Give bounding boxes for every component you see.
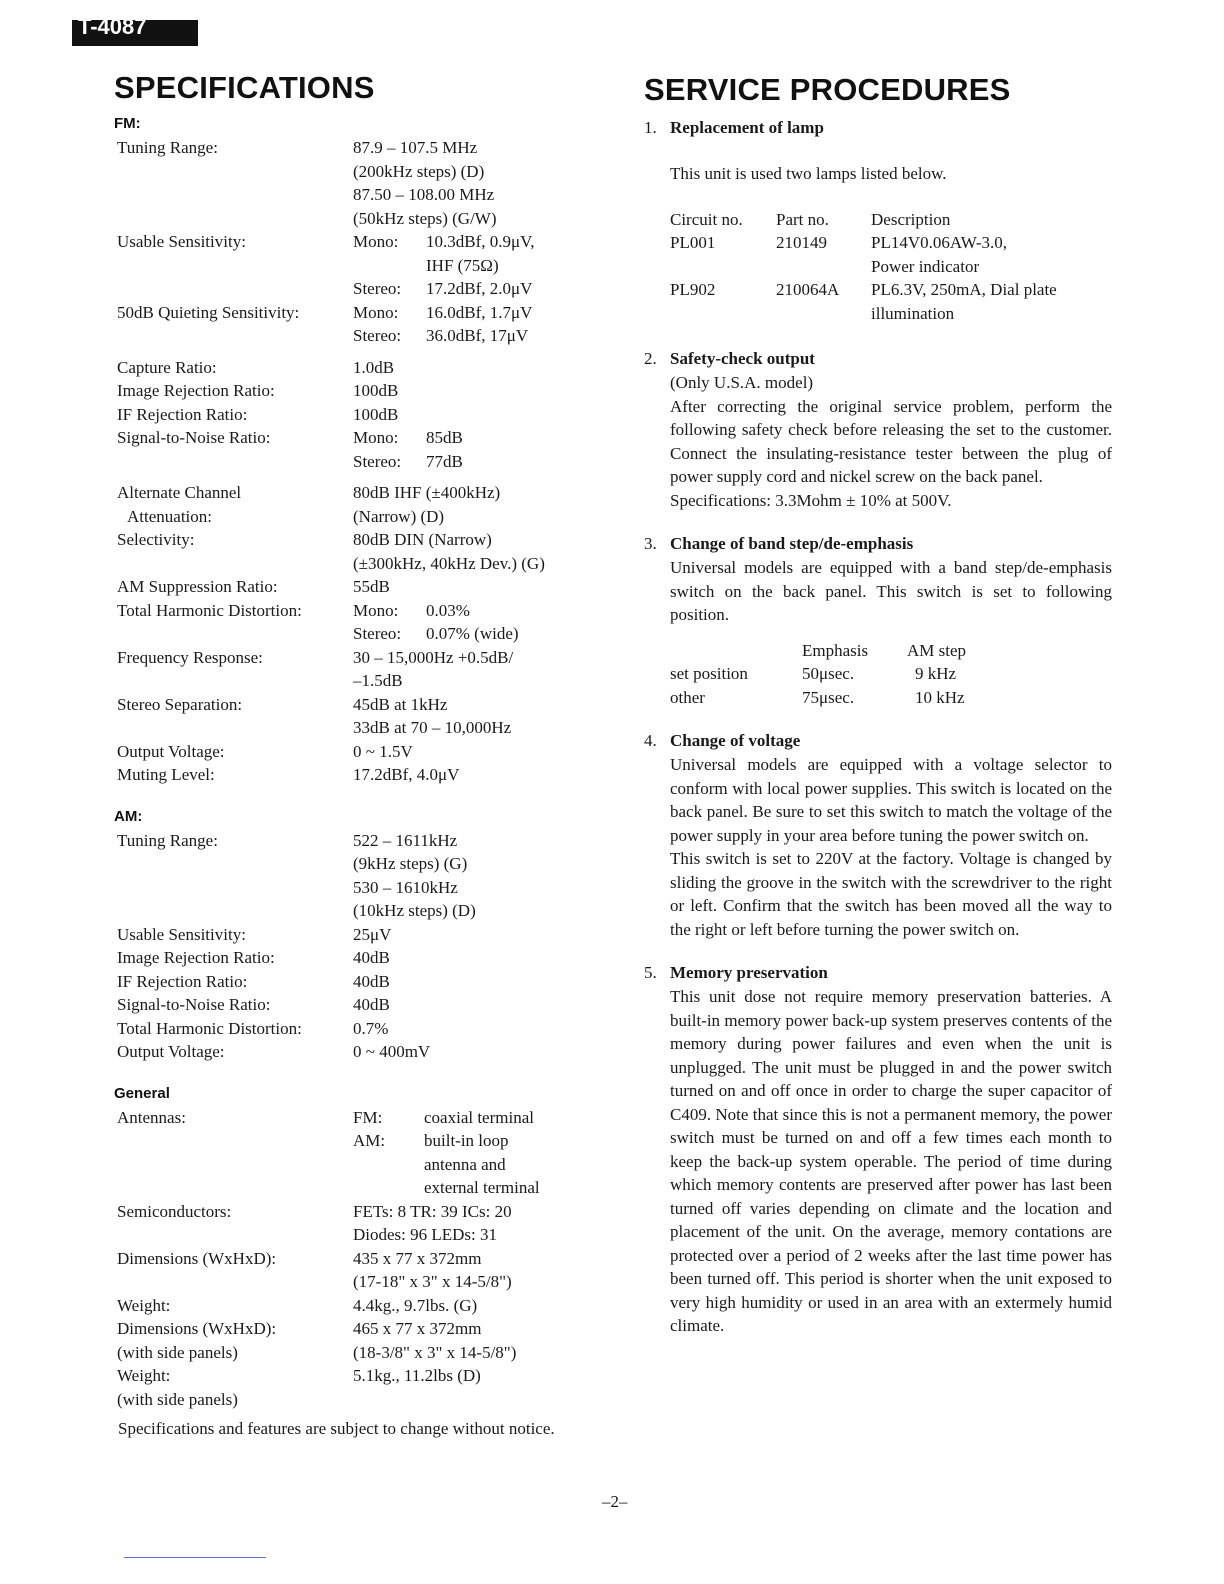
spec-value: 4.4kg., 9.7lbs. (G) [353, 1295, 478, 1315]
table-cell: 50μsec. [802, 664, 855, 683]
spec-sub-value: IHF (75Ω) [426, 255, 499, 275]
spec-label-cell [114, 1200, 353, 1247]
model-number: T-4087 [78, 20, 147, 39]
spec-label-cell [114, 646, 353, 693]
spec-label-cell [114, 136, 353, 230]
spec-value-cell [353, 993, 476, 1017]
lamp-table-header: Description [871, 209, 951, 229]
table-row [670, 662, 966, 686]
spec-value: 465 x 77 x 372mm [353, 1319, 482, 1338]
band-table-header [670, 639, 802, 663]
table-cell: PL14V0.06AW-3.0, [871, 233, 1008, 252]
spec-value-cell [353, 301, 545, 348]
spec-sub-value: 17.2dBf, 2.0μV [426, 279, 533, 298]
spec-sub-table [353, 426, 463, 473]
table-cell: PL902 [670, 280, 716, 299]
procedure-spec: Specifications: 3.3Mohm ± 10% at 500V. [670, 490, 952, 510]
spec-value: 100dB [353, 381, 399, 400]
spec-row [114, 575, 545, 599]
spec-row [114, 403, 545, 427]
procedure-1 [644, 116, 1112, 325]
am-heading: AM: [114, 807, 143, 825]
spec-row [114, 946, 476, 970]
spec-row [114, 528, 545, 575]
procedure-body: This unit dose not require memory preservation batteries. A built-in memory power back-up system preserves contents of the memory during power failures and even when the unit is unplugged. The unit must be plugged in and the power switch turned on and off once in order to charge the super capacitor of C409. Note that since this is not a permanent memory, the power switch must be turned on and off a few times each month to keep the back-up system operable. The period of time during which memory contents are preserved after power has last been turned off varies depending on climate and the location and placement of the unit. On the average, memory contations are protected over a period of 2 weeks after the last time power has been turned off. This period is shorter when the unit exposed to very high humidity or used in an area with an extermely humid climate. [670, 987, 1112, 1335]
spec-value: 80dB IHF (±400kHz) [353, 483, 501, 502]
spec-label: Total Harmonic Distortion: [117, 600, 302, 620]
spec-label-cell [114, 1247, 353, 1294]
spec-label: Tuning Range: [117, 830, 218, 850]
spec-sub-row [353, 622, 519, 646]
spec-value: 40dB [353, 948, 390, 967]
spec-sub-value: built-in loop [424, 1131, 509, 1150]
spec-row [114, 646, 545, 693]
table-row [670, 231, 1057, 255]
spec-sub-value: 77dB [426, 451, 463, 471]
spec-value-cell [353, 740, 545, 764]
spec-value-cell [353, 1294, 540, 1318]
spec-label: Alternate Channel [117, 483, 242, 502]
spec-sub-key: Stereo: [353, 451, 402, 471]
spec-sub-value: antenna and [424, 1154, 506, 1174]
spec-label: Muting Level: [117, 765, 215, 784]
table-cell: illumination [871, 303, 955, 323]
spec-value: FETs: 8 TR: 39 ICs: 20 [353, 1201, 512, 1221]
general-spec-table [114, 1106, 540, 1412]
spec-value: 0 ~ 400mV [353, 1042, 431, 1061]
lamp-table [670, 208, 1057, 326]
spec-value: (200kHz steps) (D) [353, 161, 485, 181]
notice-text: Specifications and features are subject to change without notice. [118, 1419, 555, 1438]
spec-label-cell [114, 575, 353, 599]
table-row [670, 686, 966, 710]
spec-label-cell [114, 763, 353, 787]
spec-row [114, 348, 545, 380]
spec-value: (±300kHz, 40kHz Dev.) (G) [353, 553, 545, 573]
spec-label-cell [114, 403, 353, 427]
spec-value-cell [353, 1364, 540, 1411]
spec-value: (18-3/8" x 3" x 14-5/8") [353, 1342, 517, 1362]
spec-label: Selectivity: [117, 530, 195, 549]
spec-sub-row [353, 426, 463, 450]
spec-value: 40dB [353, 995, 390, 1014]
spec-value: 87.9 – 107.5 MHz [353, 138, 478, 157]
spec-label-cell [114, 693, 353, 740]
spec-label: 50dB Quieting Sensitivity: [117, 302, 300, 322]
procedure-title: Change of voltage [670, 731, 801, 750]
spec-sub-key: AM: [353, 1131, 386, 1150]
spec-row [114, 426, 545, 473]
spec-value: –1.5dB [353, 671, 403, 690]
spec-value: (17-18" x 3" x 14-5/8") [353, 1272, 512, 1291]
spec-label-cell [114, 1364, 353, 1411]
spec-value: 17.2dBf, 4.0μV [353, 765, 460, 784]
spec-sub-key: Mono: [353, 428, 399, 447]
spec-value: 435 x 77 x 372mm [353, 1248, 482, 1268]
procedure-number: 1. [644, 118, 657, 137]
spec-value: 100dB [353, 404, 399, 424]
spec-sub-key: Stereo: [353, 279, 402, 298]
spec-value: 45dB at 1kHz [353, 694, 448, 714]
spec-sub-value: 36.0dBf, 17μV [426, 326, 529, 345]
procedure-title: Change of band step/de-emphasis [670, 534, 914, 553]
spec-value-cell [353, 136, 545, 230]
spec-label-cell [114, 1317, 353, 1364]
spec-sub-table [353, 599, 519, 646]
spec-label: Weight: [117, 1366, 171, 1385]
spec-label: Frequency Response: [117, 647, 263, 667]
spec-value: 80dB DIN (Narrow) [353, 530, 492, 549]
spec-row [114, 993, 476, 1017]
spec-label: Semiconductors: [117, 1201, 232, 1221]
spec-label-cell [114, 829, 353, 923]
spec-value: 5.1kg., 11.2lbs (D) [353, 1366, 481, 1385]
procedure-body: This switch is set to 220V at the factory. Voltage is changed by sliding the groove in the switch with the screwdriver to the right or left. Confirm that the switch has been moved all the way to the right or left before turning the power switch on. [670, 849, 1112, 939]
spec-row [114, 379, 545, 403]
band-step-table [670, 639, 966, 710]
spec-sub-table [353, 1106, 540, 1200]
spec-sub-value: 0.07% (wide) [426, 624, 519, 643]
spec-label: Output Voltage: [117, 1042, 225, 1061]
band-table-header: Emphasis [802, 640, 869, 660]
table-cell: 9 kHz [915, 664, 957, 683]
service-procedures-column [644, 72, 1112, 1338]
spec-value: 33dB at 70 – 10,000Hz [353, 718, 512, 737]
spec-value-cell [353, 1317, 540, 1364]
footer-rule [124, 1557, 266, 1558]
spec-label-cell [114, 379, 353, 403]
fm-spec-table [114, 136, 545, 787]
spec-sub-value: 10.3dBf, 0.9μV, [426, 232, 535, 251]
spec-row [114, 740, 545, 764]
spec-value: (50kHz steps) (G/W) [353, 208, 497, 228]
spec-label-cell [114, 1040, 353, 1064]
spec-sub-row [353, 1129, 540, 1153]
spec-row [114, 829, 476, 923]
spec-value: 530 – 1610kHz [353, 877, 458, 897]
spec-label-continued: (with side panels) [117, 1342, 238, 1362]
spec-label-cell [114, 923, 353, 947]
spec-label: Weight: [117, 1295, 171, 1315]
spec-label: AM Suppression Ratio: [117, 577, 278, 596]
spec-sub-key: Stereo: [353, 624, 402, 643]
spec-sub-row [353, 324, 532, 348]
spec-label: Dimensions (WxHxD): [117, 1319, 277, 1338]
spec-value: (9kHz steps) (G) [353, 854, 468, 873]
procedure-number: 2. [644, 349, 657, 368]
spec-value-cell [353, 230, 545, 301]
table-cell: 75μsec. [802, 687, 855, 707]
spec-label: Capture Ratio: [117, 357, 217, 377]
table-cell: Power indicator [871, 256, 980, 276]
spec-label: Tuning Range: [117, 138, 218, 157]
spec-row [114, 1040, 476, 1064]
spec-value: 25μV [353, 924, 392, 944]
spec-label: Usable Sensitivity: [117, 232, 246, 251]
spec-label-continued: Attenuation: [127, 506, 212, 526]
spec-row [114, 1294, 540, 1318]
general-heading: General [114, 1084, 170, 1102]
spec-value-cell [353, 1200, 540, 1247]
spec-sub-row [353, 599, 519, 623]
spec-row [114, 693, 545, 740]
table-cell [670, 255, 776, 279]
service-procedures-title: SERVICE PROCEDURES [644, 72, 1011, 107]
spec-value-cell [353, 1040, 476, 1064]
spec-label-cell [114, 473, 353, 528]
spec-label-cell [114, 1294, 353, 1318]
spec-sub-row [353, 450, 463, 474]
table-cell: set position [670, 664, 748, 683]
spec-label: Usable Sensitivity: [117, 924, 246, 944]
spec-sub-table [353, 230, 534, 301]
spec-row [114, 473, 545, 528]
band-table-header: AM step [907, 640, 967, 660]
spec-value-cell [353, 379, 545, 403]
spec-label: IF Rejection Ratio: [117, 971, 248, 991]
procedure-title: Memory preservation [670, 963, 828, 982]
spec-label-cell [114, 301, 353, 348]
table-cell [776, 255, 871, 279]
spec-row [114, 301, 545, 348]
spec-label: Total Harmonic Distortion: [117, 1018, 302, 1038]
spec-row [114, 1017, 476, 1041]
spec-value-cell [353, 923, 476, 947]
table-cell: 210064A [776, 280, 840, 299]
table-cell: PL6.3V, 250mA, Dial plate [871, 280, 1057, 299]
page-number: –2– [602, 1492, 628, 1511]
table-cell [670, 302, 776, 326]
spec-label-cell [114, 426, 353, 473]
specifications-title: SPECIFICATIONS [114, 70, 375, 105]
spec-label-continued: (with side panels) [117, 1389, 238, 1409]
lamp-table-header: Part no. [776, 209, 829, 229]
spec-row [114, 1317, 540, 1364]
spec-value: 0 ~ 1.5V [353, 741, 413, 761]
spec-sub-key: Mono: [353, 302, 399, 322]
spec-sub-value: coaxial terminal [424, 1107, 534, 1127]
specifications-column [114, 70, 594, 1441]
spec-sub-key: Mono: [353, 232, 399, 251]
spec-label-cell [114, 599, 353, 646]
spec-sub-row [353, 1106, 540, 1130]
spec-label-cell [114, 740, 353, 764]
procedure-number: 3. [644, 534, 657, 553]
spec-value-cell [353, 970, 476, 994]
procedure-body: Universal models are equipped with a voltage selector to conform with local power supplies. This switch is located on the back panel. Be sure to set this switch to match the voltage of the power supply in your area before tuning the power switch on. [670, 755, 1112, 845]
spec-row [114, 230, 545, 301]
table-row [670, 255, 1057, 279]
spec-row [114, 923, 476, 947]
spec-value-cell [353, 426, 545, 473]
procedure-title: Replacement of lamp [670, 118, 824, 137]
procedure-5 [644, 961, 1112, 1338]
spec-value: 1.0dB [353, 357, 395, 377]
spec-row [114, 136, 545, 230]
spec-sub-value: 16.0dBf, 1.7μV [426, 302, 533, 322]
spec-value: Diodes: 96 LEDs: 31 [353, 1225, 498, 1244]
spec-sub-row [353, 1153, 540, 1177]
spec-sub-key [353, 1153, 424, 1177]
table-row [670, 278, 1057, 302]
spec-value-cell [353, 1017, 476, 1041]
spec-sub-row [353, 301, 532, 325]
spec-value-cell [353, 693, 545, 740]
spec-row [114, 599, 545, 646]
procedure-title: Safety-check output [670, 349, 815, 368]
spec-value: (Narrow) (D) [353, 506, 445, 526]
spec-label-cell [114, 970, 353, 994]
spec-value-cell [353, 599, 545, 646]
spec-value-cell [353, 1247, 540, 1294]
procedure-number: 4. [644, 731, 657, 750]
spec-sub-key: Mono: [353, 600, 399, 620]
spec-label-cell [114, 348, 353, 380]
spec-sub-row [353, 1176, 540, 1200]
spec-value: 30 – 15,000Hz +0.5dB/ [353, 647, 514, 667]
table-cell: PL001 [670, 233, 716, 252]
spec-value-cell [353, 763, 545, 787]
lamp-table-header: Circuit no. [670, 209, 743, 229]
fm-heading: FM: [114, 115, 141, 132]
spec-value: 0.7% [353, 1018, 389, 1038]
spec-sub-row [353, 254, 534, 278]
procedure-line: (Only U.S.A. model) [670, 373, 814, 392]
spec-value: (10kHz steps) (D) [353, 901, 476, 920]
spec-sub-key [353, 254, 426, 278]
spec-value-cell [353, 348, 545, 380]
spec-label-cell [114, 993, 353, 1017]
table-cell: other [670, 687, 705, 707]
procedure-2 [644, 347, 1112, 512]
spec-sub-value: 0.03% [426, 600, 470, 620]
spec-sub-row [353, 230, 534, 254]
spec-value-cell [353, 946, 476, 970]
table-row [670, 302, 1057, 326]
spec-sub-value: 85dB [426, 428, 463, 447]
spec-row [114, 1106, 540, 1200]
spec-row [114, 763, 545, 787]
spec-value-cell [353, 1106, 540, 1200]
spec-value: 55dB [353, 577, 390, 596]
spec-value: 40dB [353, 971, 390, 991]
spec-row [114, 1364, 540, 1411]
table-cell [776, 302, 871, 326]
spec-label: Stereo Separation: [117, 694, 243, 714]
spec-label-cell [114, 1017, 353, 1041]
spec-sub-table [353, 301, 532, 348]
spec-sub-key [353, 1176, 424, 1200]
spec-sub-value: external terminal [424, 1178, 540, 1197]
spec-value-cell [353, 403, 545, 427]
spec-value: 87.50 – 108.00 MHz [353, 185, 495, 204]
spec-label: Antennas: [117, 1107, 186, 1127]
spec-label: Image Rejection Ratio: [117, 381, 275, 400]
spec-label: Dimensions (WxHxD): [117, 1248, 277, 1268]
spec-row [114, 1247, 540, 1294]
spec-value-cell [353, 575, 545, 599]
spec-value: 522 – 1611kHz [353, 830, 458, 850]
spec-value-cell [353, 829, 476, 923]
spec-label: Image Rejection Ratio: [117, 948, 275, 967]
spec-label-cell [114, 1106, 353, 1200]
spec-value-cell [353, 646, 545, 693]
procedure-3 [644, 532, 1112, 709]
spec-row [114, 1200, 540, 1247]
spec-sub-key: FM: [353, 1107, 383, 1127]
model-number-tab [72, 20, 198, 46]
spec-value-cell [353, 473, 545, 528]
spec-value-cell [353, 528, 545, 575]
spec-sub-row [353, 277, 534, 301]
spec-label-cell [114, 230, 353, 301]
procedure-body: Universal models are equipped with a band step/de-emphasis switch on the back panel. This switch is set to following position. [670, 558, 1112, 624]
spec-sub-key: Stereo: [353, 326, 402, 345]
table-cell: 210149 [776, 233, 827, 252]
spec-label: Signal-to-Noise Ratio: [117, 428, 271, 447]
spec-label: Output Voltage: [117, 741, 225, 761]
am-spec-table [114, 829, 476, 1064]
procedure-4 [644, 729, 1112, 941]
spec-label-cell [114, 528, 353, 575]
procedure-intro: This unit is used two lamps listed below. [670, 164, 947, 183]
spec-label-cell [114, 946, 353, 970]
spec-label: Signal-to-Noise Ratio: [117, 995, 271, 1014]
table-cell: 10 kHz [915, 687, 965, 707]
procedure-number: 5. [644, 963, 657, 982]
spec-row [114, 970, 476, 994]
procedure-body: After correcting the original service problem, perform the following safety check before releasing the set to the customer. Connect the insulating-resistance tester between the plug of power supply cord and nickel screw on the back panel. [670, 396, 1112, 486]
spec-label: IF Rejection Ratio: [117, 404, 248, 424]
